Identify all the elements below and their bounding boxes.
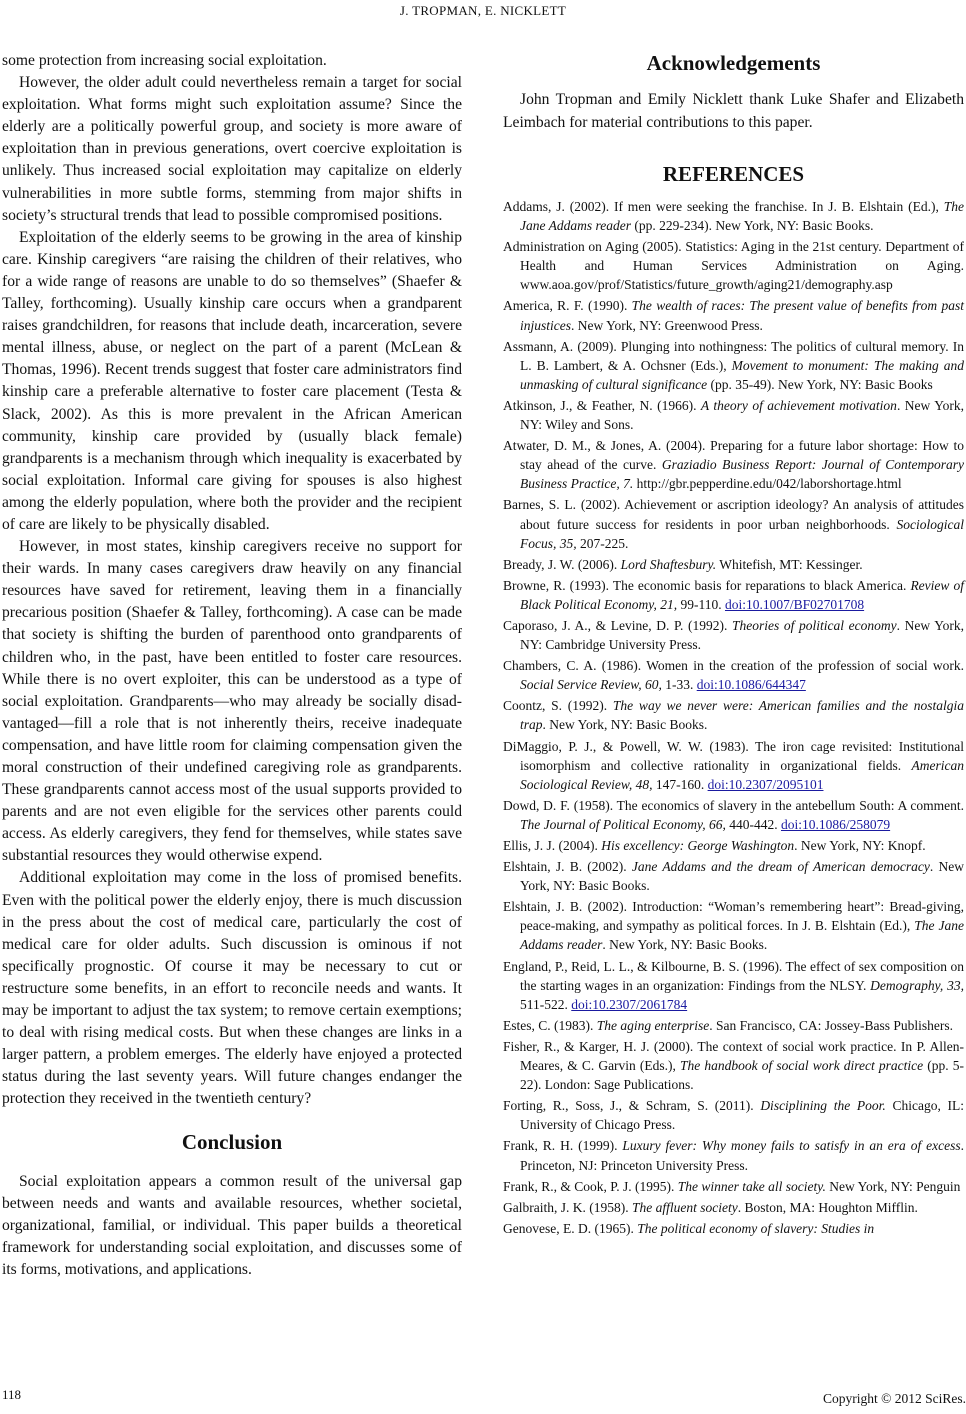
reference-text: 147-160.: [652, 776, 708, 792]
reference-text: Dowd, D. F. (1958). The economics of slavery in the antebellum South: A comment.: [503, 797, 964, 813]
reference-entry: [503, 396, 964, 434]
body-paragraph: However, in most states, kinship caregivers receive no support for their wards. In many cases caregivers draw heavily on any financial resources have saved for retirement, leaving them in a financially precarious position (Shaefer & Talley, forthcoming). A case can be made that society is shifting the burden of parenthood onto grandparents of children who, in the past, have been entitled to foster care resources. While there is no overt exploiter, this can be understood as a type of social exploitation. Grandparents—who may already be socially disadvantaged—fill a role that is not inherently theirs, receive inadequate compensation, and have little room for claiming compensation given the moral construction of their undefined caregiving role as grandparents. These grandparents cannot access most of the usual supports provided to parents and are not even eligible for the services other parents could access. As elderly caregivers, they fend for themselves, while states save substantial resources they would otherwise expend.: [2, 538, 462, 865]
reference-text: Ellis, J. J. (2004).: [503, 838, 602, 853]
reference-text: Chambers, C. A. (1986). Women in the creation of the profession of social work.: [503, 658, 964, 674]
reference-title: Theories of political economy: [732, 617, 897, 633]
reference-text: Galbraith, J. K. (1958).: [503, 1199, 632, 1215]
page-number: 118: [2, 1387, 22, 1402]
reference-text: 207-225.: [576, 535, 629, 551]
reference-title: Graziadio Business Report: Journal of Contemporary Business Practice, 7.: [520, 457, 964, 492]
copyright-notice: Copyright © 2012 SciRes.: [822, 1391, 966, 1406]
reference-title: American Sociological Review, 48,: [520, 757, 964, 792]
body-paragraph: Exploitation of the elderly seems to be growing in the area of kinship care. Kinship caregivers “are raising the children of their relatives, who for a wide range of reasons are unable to do so themselves” (Shaefer & Talley, forthcoming). Usually kinship care occurs when a grandparent raises grandchildren, for reasons that include death, incarceration, severe mental illness, abuse, or neglect on the part of a parent (McLean & Thomas, 1996). Recent trends suggest that foster care administrators find kinship care a preferable alternative to foster care placement (Testa & Slack, 2002). As this is more prevalent in the African American community, kinship care provided by (usually black female) grandparents is a mechanism through which inequality is exacerbated by social exploitation. Informal care giving for spouses is also highest among the elderly population, where both the provider and the recipient of care are likely to be physically disabled.: [2, 228, 462, 533]
reference-text: New York, NY: Penguin: [825, 1178, 961, 1194]
reference-text: Addams, J. (2002). If men were seeking the franchise. In J. B. Elshtain (Ed.),: [503, 199, 944, 214]
reference-entry: [503, 1198, 964, 1217]
reference-text: Atkinson, J., & Feather, N. (1966).: [503, 397, 701, 413]
reference-entry: [503, 957, 964, 1014]
reference-text: Whitefish, MT: Kessinger.: [716, 556, 863, 572]
reference-title: Jane Addams and the dream of American democracy: [631, 859, 930, 875]
reference-text: Administration on Aging (2005). Statistics: Aging in the 21st century. Department of Health and Human Services Administration on Aging. www.aoa.gov/prof/Statistics/future_growth/aging21/demography.asp: [503, 239, 964, 293]
reference-title: The winner take all society.: [677, 1178, 826, 1194]
reference-title: Demography, 33,: [870, 977, 964, 993]
reference-text: Forting, R., Soss, J., & Schram, S. (2011).: [503, 1098, 761, 1114]
reference-title: Lord Shaftesbury.: [620, 556, 717, 572]
reference-title: Social Service Review, 60,: [520, 677, 662, 693]
reference-text: Coontz, S. (1992).: [503, 698, 613, 714]
reference-text: 511-522.: [520, 996, 572, 1012]
reference-text: 99-110.: [677, 596, 725, 612]
reference-entry: [503, 337, 964, 394]
doi-link[interactable]: doi:10.2307/2061784: [571, 996, 688, 1012]
doi-link[interactable]: doi:10.2307/2095101: [707, 776, 824, 792]
reference-text: . New York, NY: Knopf.: [794, 838, 926, 853]
reference-text: Barnes, S. L. (2002). Achievement or ascription ideology? An analysis of attitudes about future success for residents in poor urban neighborhoods.: [503, 497, 964, 532]
conclusion-paragraph: Social exploitation appears a common result of the universal gap between needs and wants and available resources, whether societal, organizational, familial, or individual. This paper builds a theoretical framework for understanding social exploitation, and discusses some of its forms, motivations, and applications.: [2, 1172, 462, 1278]
reference-entry: [503, 796, 964, 834]
reference-text: (pp. 5-22). London: Sage Publications.: [520, 1058, 964, 1093]
reference-text: . Boston, MA: Houghton Mifflin.: [737, 1199, 918, 1215]
reference-text: Atwater, D. M., & Jones, A. (2004). Preparing for a future labor shortage: How to stay ahead of the curve.: [503, 438, 964, 473]
left-column: [2, 50, 462, 1281]
reference-entry: [503, 857, 964, 895]
reference-title: Movement to monument: The making and unmasking of cultural significance: [520, 357, 964, 392]
doi-link[interactable]: doi:10.1007/BF02701708: [724, 596, 865, 612]
references-heading: REFERENCES: [662, 162, 805, 186]
reference-text: . New York, NY: Wiley and Sons.: [520, 397, 964, 433]
reference-text: Caporaso, J. A., & Levine, D. P. (1992).: [503, 617, 732, 633]
reference-entry: [503, 696, 964, 734]
reference-text: . New York, NY: Basic Books.: [520, 859, 964, 894]
reference-title: Review of Black Political Economy, 21,: [520, 577, 964, 612]
doi-link[interactable]: doi:10.1086/644347: [696, 677, 806, 693]
reference-title: The Journal of Political Economy, 66,: [520, 816, 726, 832]
reference-entry: [503, 1037, 964, 1094]
reference-list: [503, 197, 964, 1238]
reference-entry: [503, 436, 964, 493]
reference-entry: [503, 737, 964, 794]
reference-text: . New York, NY: Greenwood Press.: [571, 317, 763, 333]
reference-title: The political economy of slavery: Studies in: [637, 1220, 875, 1236]
reference-text: (pp. 35-49). New York, NY: Basic Books: [707, 376, 933, 392]
body-paragraph: some protection from increasing social exploitation.: [2, 52, 327, 69]
reference-entry: [503, 237, 964, 294]
reference-entry: [503, 1136, 964, 1174]
reference-title: The way we never were: American families and the nostalgia trap: [520, 698, 964, 733]
reference-title: The Jane Addams reader: [520, 199, 964, 234]
reference-text: Genovese, E. D. (1965).: [503, 1220, 638, 1236]
reference-text: . San Francisco, CA: Jossey-Bass Publishers.: [709, 1017, 953, 1033]
reference-entry: [503, 296, 964, 334]
reference-entry: [503, 897, 964, 954]
reference-entry: [503, 1177, 964, 1196]
reference-entry: [503, 1219, 964, 1238]
reference-text: Bready, J. W. (2006).: [503, 556, 621, 572]
reference-title: Disciplining the Poor.: [760, 1098, 886, 1114]
reference-title: The aging enterprise: [596, 1017, 710, 1033]
reference-text: 1-33.: [661, 677, 697, 693]
reference-text: . Princeton, NJ: Princeton University Press.: [520, 1138, 964, 1173]
reference-title: A theory of achievement motivation: [700, 397, 897, 413]
doi-link[interactable]: doi:10.1086/258079: [780, 816, 891, 832]
reference-entry: [503, 1096, 964, 1134]
body-paragraph: However, the older adult could nevertheless remain a target for social exploitation. What forms might such exploitation assume? Since the elderly are a politically powerful group, and society is more aware of exploitation than in previous generations, overt coercive exploitation is unlikely. Thus increased social exploitation may capitalize on elderly vulnerabilities in more subtle forms, stemming from major shifts in society’s structural trends that lead to possible compromised positions.: [2, 74, 462, 224]
acknowledgements-heading: Acknowledgements: [646, 51, 821, 75]
reference-entry: [503, 495, 964, 552]
reference-entry: [503, 197, 964, 235]
reference-title: The Jane Addams reader: [520, 918, 964, 953]
running-head: J. TROPMAN, E. NICKLETT: [399, 3, 567, 18]
reference-entry: [503, 616, 964, 654]
reference-text: Browne, R. (1993). The economic basis for reparations to black America.: [503, 577, 911, 593]
reference-entry: [503, 836, 964, 855]
reference-text: Estes, C. (1983).: [503, 1017, 597, 1033]
body-paragraph: Additional exploitation may come in the loss of promised benefits. Even with the political power the elderly enjoy, there is much discussion in the press about the cost of medical care, particularly the cost of medical care for older adults. Such discussion is ominous if not specifically prognostic. Of course it may be necessary to cut or restructure some benefits, in an effort to reconcile needs and wants. It may be important to adjust the tax system; to remove certain exemptions; to deal with rising medical costs. But when these changes are links in a larger pattern, a problem emerges. The elderly have enjoyed a protected status during the last seventy years. Will future changes endanger the protection they received in the twentieth century?: [2, 869, 462, 1108]
reference-text: Fisher, R., & Karger, H. J. (2000). The context of social work practice. In P. Allen-Meares, & C. Garvin (Eds.),: [503, 1038, 964, 1074]
reference-text: DiMaggio, P. J., & Powell, W. W. (1983). The iron cage revisited: Institutional isomorphism and collective rationality in organizational fields.: [503, 738, 964, 773]
reference-text: Frank, R., & Cook, P. J. (1995).: [503, 1178, 678, 1194]
reference-title: Luxury fever: Why money fails to satisfy in an era of excess: [622, 1138, 961, 1154]
reference-text: http://gbr.pepperdine.edu/042/laborshortage.html: [633, 476, 902, 492]
reference-text: Elshtain, J. B. (2002). Introduction: “Woman’s remembering heart”: Bread-giving, peace-making, and sympathy as political forces. In J. B. Elshtain (Ed.),: [503, 899, 964, 934]
reference-entry: [503, 555, 964, 574]
reference-text: . New York, NY: Basic Books.: [602, 937, 768, 953]
reference-text: . New York, NY: Cambridge University Press.: [520, 617, 964, 653]
reference-text: America, R. F. (1990).: [503, 298, 632, 314]
reference-title: Sociological Focus, 35,: [520, 516, 964, 551]
reference-text: Chicago, IL: University of Chicago Press.: [520, 1098, 965, 1133]
reference-entry: [503, 576, 964, 614]
reference-title: The handbook of social work direct practice: [680, 1058, 924, 1074]
reference-text: (pp. 229-234). New York, NY: Basic Books.: [630, 218, 874, 234]
right-column: [503, 50, 964, 1240]
reference-text: Assmann, A. (2009). Plunging into nothingness: The politics of cultural memory. In L. B. Lambert, & A. Ochsner (Eds.),: [503, 338, 964, 373]
reference-text: England, P., Reid, L. L., & Kilbourne, B. S. (1996). The effect of sex composition on the starting wages in an organization: Findings from the NLSY.: [503, 958, 964, 993]
reference-entry: [503, 1016, 964, 1035]
reference-text: Frank, R. H. (1999).: [503, 1138, 623, 1154]
conclusion-heading: Conclusion: [181, 1129, 283, 1154]
reference-title: The wealth of races: The present value of benefits from past injustices: [520, 298, 964, 333]
acknowledgements-text: John Tropman and Emily Nicklett thank Luke Shafer and Elizabeth Leimbach for material contributions to this paper.: [503, 91, 964, 131]
reference-text: . New York, NY: Basic Books.: [542, 717, 708, 733]
reference-title: The affluent society: [631, 1199, 738, 1215]
reference-text: 440-442.: [725, 816, 781, 832]
reference-title: His excellency: George Washington: [601, 838, 795, 853]
reference-entry: [503, 656, 964, 694]
reference-text: Elshtain, J. B. (2002).: [503, 859, 632, 875]
